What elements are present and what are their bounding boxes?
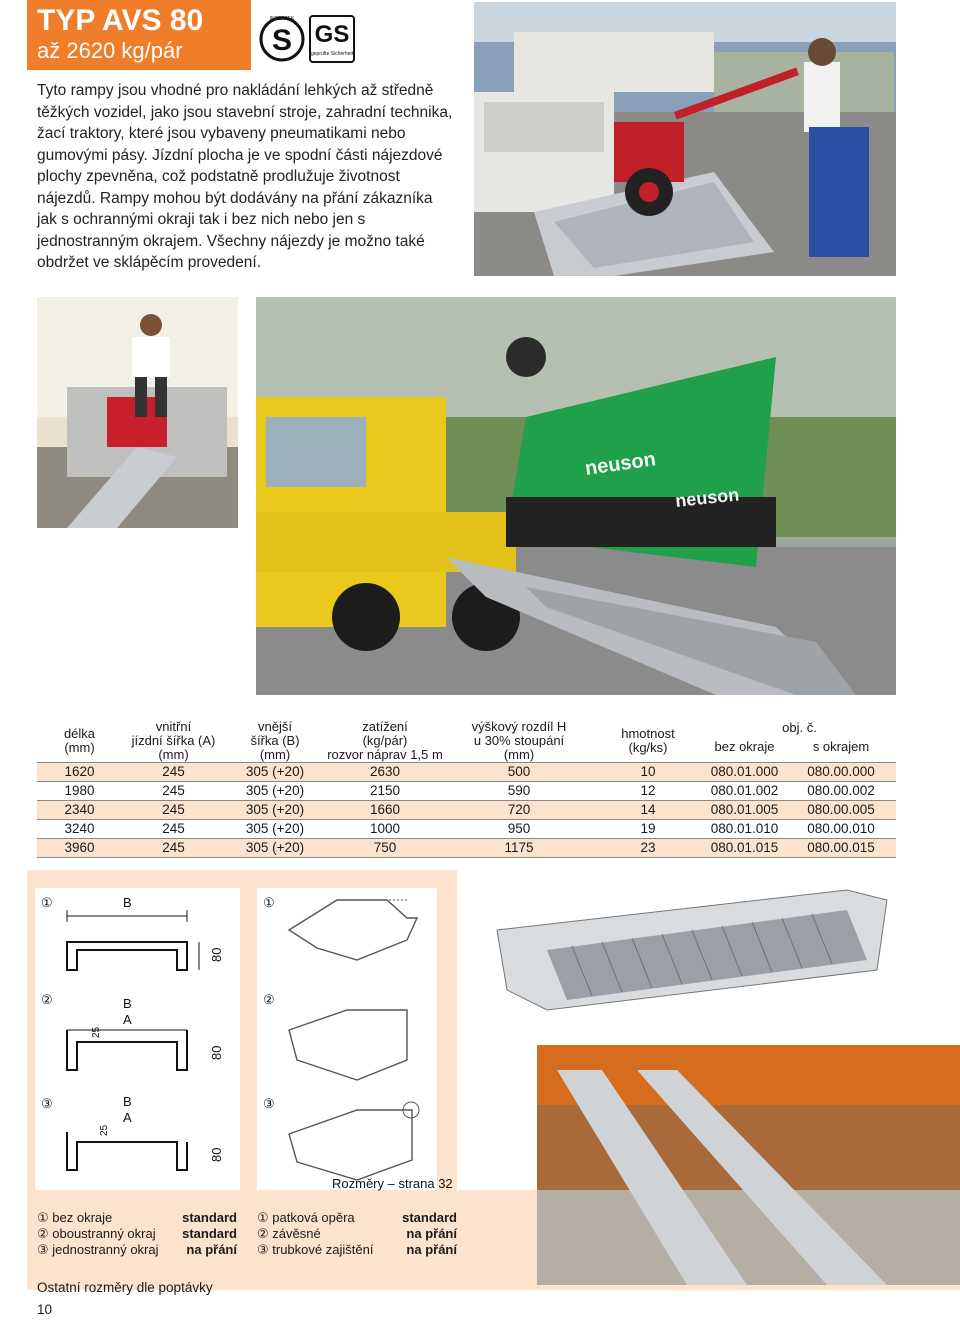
legend-label: ② oboustranný okraj	[37, 1226, 156, 1241]
legend-value: standard	[182, 1210, 237, 1225]
legend-label: ① bez okraje	[37, 1210, 113, 1225]
table-cell: 590	[445, 782, 593, 801]
neuson-brand-text-2: neuson	[674, 484, 741, 511]
gs-mark-letters: GS	[314, 21, 350, 48]
dim-label-80-2: 80	[209, 1045, 224, 1060]
table-cell: 1660	[325, 801, 445, 820]
end-view-2-marker: ②	[263, 992, 275, 1007]
legend-value: standard	[182, 1226, 237, 1241]
s-mark-arc-text: INTERTEK	[269, 16, 295, 22]
dim-label-b-3: B	[123, 1094, 132, 1109]
table-cell: 245	[122, 839, 225, 858]
table-cell: 14	[593, 801, 703, 820]
table-cell: 1000	[325, 820, 445, 839]
table-cell: 950	[445, 820, 593, 839]
certification-logos	[258, 10, 368, 66]
col-header-s-okrajem: s okrajem	[812, 739, 870, 755]
dim-label-b-2: B	[123, 996, 132, 1011]
page-title: TYP AVS 80	[37, 4, 204, 37]
table-cell: 305 (+20)	[225, 839, 325, 858]
legend-value: na přání	[186, 1242, 237, 1257]
col-header-vnejsi: vnější šířka (B) (mm)	[250, 719, 300, 762]
table-cell: 1620	[37, 763, 122, 782]
col-header-delka: délka (mm)	[63, 726, 96, 755]
dim-label-80-3: 80	[209, 1147, 224, 1162]
table-cell: 2340	[37, 801, 122, 820]
end-view-3-marker: ③	[263, 1096, 275, 1111]
table-cell: 305 (+20)	[225, 782, 325, 801]
specification-table	[37, 718, 896, 858]
gs-mark-caption: geprüfte Sicherheit	[311, 51, 353, 57]
photo-cultivator-loading	[474, 2, 896, 276]
table-cell: 245	[122, 820, 225, 839]
table-cell: 12	[593, 782, 703, 801]
table-row	[37, 782, 896, 801]
legend-label: ③ jednostranný okraj	[37, 1242, 159, 1257]
col-header-vnitrni: vnitřní jízdní šířka (A) (mm)	[131, 719, 216, 762]
table-row	[37, 839, 896, 858]
page-number: 10	[37, 1302, 53, 1317]
section-1-marker: ①	[41, 895, 53, 910]
intro-paragraph: Tyto rampy jsou vhodné pro nakládání lehkých až středně těžkých vozidel, jako jsou stavební stroje, zahradní technika, žací traktory, které jsou vybaveny pneumatikami nebo gumovými pásy. Jízdní plocha je ve spodní části nájezdové plochy zpevněna, což podstatně prodlužuje životnost nájezdů. Rampy mohou být dodávány na přání zákazníka jak s ochrannými okraji tak i bez nich nebo jen s jednostranným okrajem. Všechny nájezdy je možno také obdržet ve sklápěcím provedení.	[37, 82, 453, 271]
table-cell: 750	[325, 839, 445, 858]
table-cell: 720	[445, 801, 593, 820]
photo-man-on-cultivator	[37, 297, 238, 528]
end-view-1-marker: ①	[263, 895, 275, 910]
table-cell: 245	[122, 782, 225, 801]
legend-label: ② závěsné	[257, 1226, 321, 1241]
table-cell: 080.01.000	[703, 763, 786, 782]
table-cell: 10	[593, 763, 703, 782]
table-cell: 080.00.000	[786, 763, 896, 782]
dim-label-b-1: B	[123, 895, 132, 910]
section-3-marker: ③	[41, 1096, 53, 1111]
s-mark-letter: S	[271, 24, 293, 57]
legend-item	[37, 1210, 237, 1226]
table-row	[37, 763, 896, 782]
dimensions-reference: Rozměry – strana 32	[332, 1176, 453, 1191]
table-cell: 245	[122, 763, 225, 782]
footer-note: Ostatní rozměry dle poptávky	[37, 1280, 213, 1295]
dim-label-25-2: 25	[91, 1026, 102, 1038]
legend-value: na přání	[406, 1242, 457, 1257]
legend-item	[37, 1242, 237, 1258]
page-subtitle: až 2620 kg/pár	[37, 38, 183, 63]
legend-item	[257, 1226, 457, 1242]
table-cell: 3240	[37, 820, 122, 839]
col-header-zatizeni: zatížení (kg/pár) rozvor náprav 1,5 m	[327, 719, 443, 762]
table-cell: 2150	[325, 782, 445, 801]
legend-label: ① patková opěra	[257, 1210, 355, 1225]
table-cell: 19	[593, 820, 703, 839]
table-cell: 080.00.005	[786, 801, 896, 820]
table-cell: 2630	[325, 763, 445, 782]
table-cell: 080.01.010	[703, 820, 786, 839]
col-header-vyskovy: výškový rozdíl H u 30% stoupání (mm)	[471, 719, 567, 762]
legend-label: ③ trubkové zajištění	[257, 1242, 374, 1257]
table-cell: 080.00.002	[786, 782, 896, 801]
table-cell: 305 (+20)	[225, 763, 325, 782]
section-2-marker: ②	[41, 992, 53, 1007]
photo-neuson-dumper-loading	[256, 297, 896, 695]
dim-label-80-1: 80	[209, 947, 224, 962]
table-cell: 080.01.005	[703, 801, 786, 820]
table-cell: 305 (+20)	[225, 820, 325, 839]
legend-end-types	[257, 1210, 457, 1258]
neuson-brand-text: neuson	[583, 448, 658, 480]
legend-item	[257, 1242, 457, 1258]
table-cell: 3960	[37, 839, 122, 858]
table-cell: 080.01.015	[703, 839, 786, 858]
table-cell: 1980	[37, 782, 122, 801]
col-header-obj: obj. č.	[782, 720, 817, 736]
table-row	[37, 801, 896, 820]
legend-edge-types	[37, 1210, 237, 1258]
col-header-bez-okraje: bez okraje	[714, 739, 775, 755]
s-mark-logo	[258, 10, 368, 66]
table-cell: 23	[593, 839, 703, 858]
legend-item	[257, 1210, 457, 1226]
table-cell: 500	[445, 763, 593, 782]
col-header-hmotnost: hmotnost (kg/ks)	[621, 726, 675, 755]
dim-label-a-2: A	[123, 1012, 132, 1027]
table-cell: 1175	[445, 839, 593, 858]
legend-value: standard	[402, 1210, 457, 1225]
legend-item	[37, 1226, 237, 1242]
table-row	[37, 820, 896, 839]
legend-value: na přání	[406, 1226, 457, 1241]
table-cell: 245	[122, 801, 225, 820]
table-cell: 080.00.015	[786, 839, 896, 858]
dim-label-25-3: 25	[99, 1124, 110, 1136]
table-cell: 305 (+20)	[225, 801, 325, 820]
table-cell: 080.01.002	[703, 782, 786, 801]
table-cell: 080.00.010	[786, 820, 896, 839]
dim-label-a-3: A	[123, 1110, 132, 1125]
title-box	[27, 0, 251, 70]
